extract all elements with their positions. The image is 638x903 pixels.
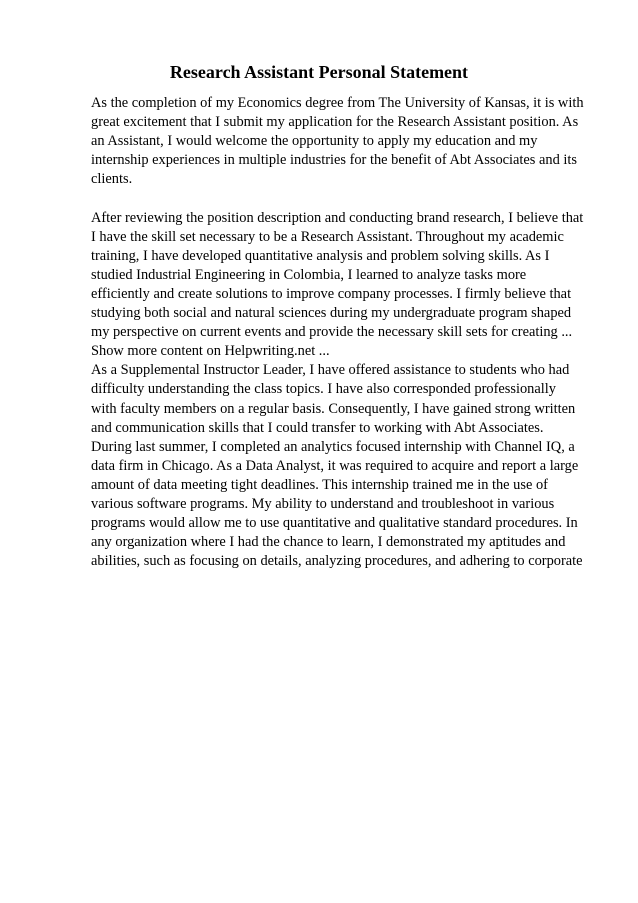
text-line: great excitement that I submit my application for the Research Assistant position. As [91,114,579,131]
text-line: with faculty members on a regular basis. Consequently, I have gained strong written [91,400,576,417]
text-line: various software programs. My ability to understand and troubleshoot in various [91,495,555,512]
document-body [91,94,591,571]
text-line: After reviewing the position description and conducting brand research, I believe that [91,209,584,226]
text-line: and communication skills that I could transfer to working with Abt Associates. [91,419,544,436]
text-line: abilities, such as focusing on details, analyzing procedures, and adhering to corporate [91,553,583,570]
text-line: internship experiences in multiple industries for the benefit of Abt Associates and its [91,152,577,169]
text-line: my perspective on current events and provide the necessary skill sets for creating ... [91,324,573,341]
text-line: any organization where I had the chance to learn, I demonstrated my aptitudes and [91,534,566,551]
paragraph-gap [91,189,591,208]
text-line: an Assistant, I would welcome the opportunity to apply my education and my [91,133,538,150]
text-line: As the completion of my Economics degree from The University of Kansas, it is with [91,95,584,111]
text-line: I have the skill set necessary to be a Research Assistant. Throughout my academic [91,228,564,245]
text-line: studying both social and natural sciences during my undergraduate program shaped [91,305,572,322]
paragraph-body [91,209,591,572]
text-line: As a Supplemental Instructor Leader, I have offered assistance to students who had [91,362,570,379]
text-line: clients. [91,171,133,188]
paragraph-intro [91,94,591,189]
text-line: amount of data meeting tight deadlines. This internship trained me in the use of [91,476,548,493]
text-line: data firm in Chicago. As a Data Analyst, it was required to acquire and report a large [91,457,579,474]
text-line: difficulty understanding the class topics. I have also corresponded professionally [91,381,556,398]
text-line: During last summer, I completed an analytics focused internship with Channel IQ, a [91,438,575,455]
document-title: Research Assistant Personal Statement [169,62,469,82]
show-more-link[interactable]: Show more content on Helpwriting.net ... [91,343,330,360]
text-line: programs would allow me to use quantitative and qualitative standard procedures. In [91,515,578,532]
text-line: training, I have developed quantitative analysis and problem solving skills. As I [91,247,550,264]
text-line: studied Industrial Engineering in Colombia, I learned to analyze tasks more [91,266,527,283]
text-line: efficiently and create solutions to improve company processes. I firmly believe that [91,285,572,302]
